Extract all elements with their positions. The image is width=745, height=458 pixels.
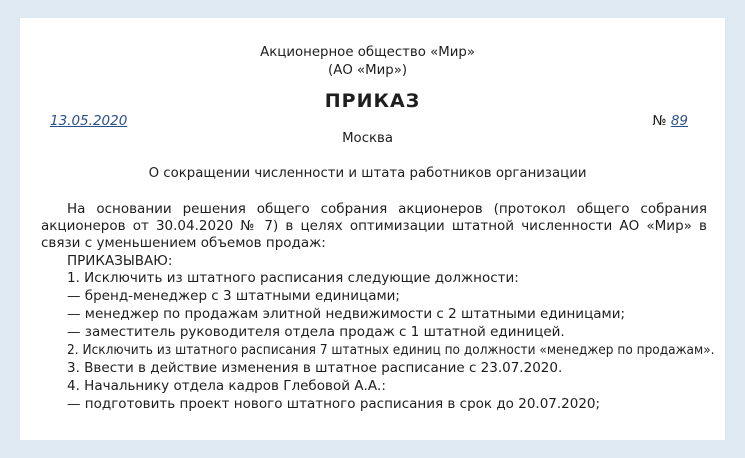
document-date: 13.05.2020	[50, 113, 128, 129]
document-city: Москва	[342, 130, 394, 146]
number-value: 89	[670, 113, 688, 129]
list-item: 1. Исключить из штатного расписания следующие должности:	[67, 270, 519, 286]
number-label: №	[652, 113, 667, 129]
company-full-name: Акционерное общество «Мир»	[260, 44, 475, 60]
document-title: ПРИКАЗ	[324, 90, 421, 112]
preamble-paragraph: На основании решения общего собрания акционеров (протокол общего собрания акционеров от 30.04.2020 № 7) в целях оптимизации штатной численности АО «Мир» в связи с уменьшением объемов продаж:	[41, 201, 707, 251]
company-short-name: (АО «Мир»)	[328, 62, 408, 78]
list-item: 3. Ввести в действие изменения в штатное расписание с 23.07.2020.	[67, 360, 563, 376]
list-item: — подготовить проект нового штатного расписания в срок до 20.07.2020;	[67, 396, 601, 412]
document-number	[652, 112, 688, 130]
list-item: 4. Начальнику отдела кадров Глебовой А.А.:	[67, 378, 386, 394]
document-page	[20, 18, 725, 440]
list-item: — заместитель руководителя отдела продаж с 1 штатной единицей.	[67, 324, 565, 340]
order-word: ПРИКАЗЫВАЮ:	[67, 253, 173, 269]
list-item: 2. Исключить из штатного расписания 7 штатных единиц по должности «менеджер по продажам».	[67, 342, 715, 358]
list-item: — менеджер по продажам элитной недвижимости с 2 штатными единицами;	[67, 306, 626, 322]
document-subject: О сокращении численности и штата работников организации	[148, 165, 587, 181]
list-item: — бренд-менеджер с 3 штатными единицами;	[67, 288, 400, 304]
